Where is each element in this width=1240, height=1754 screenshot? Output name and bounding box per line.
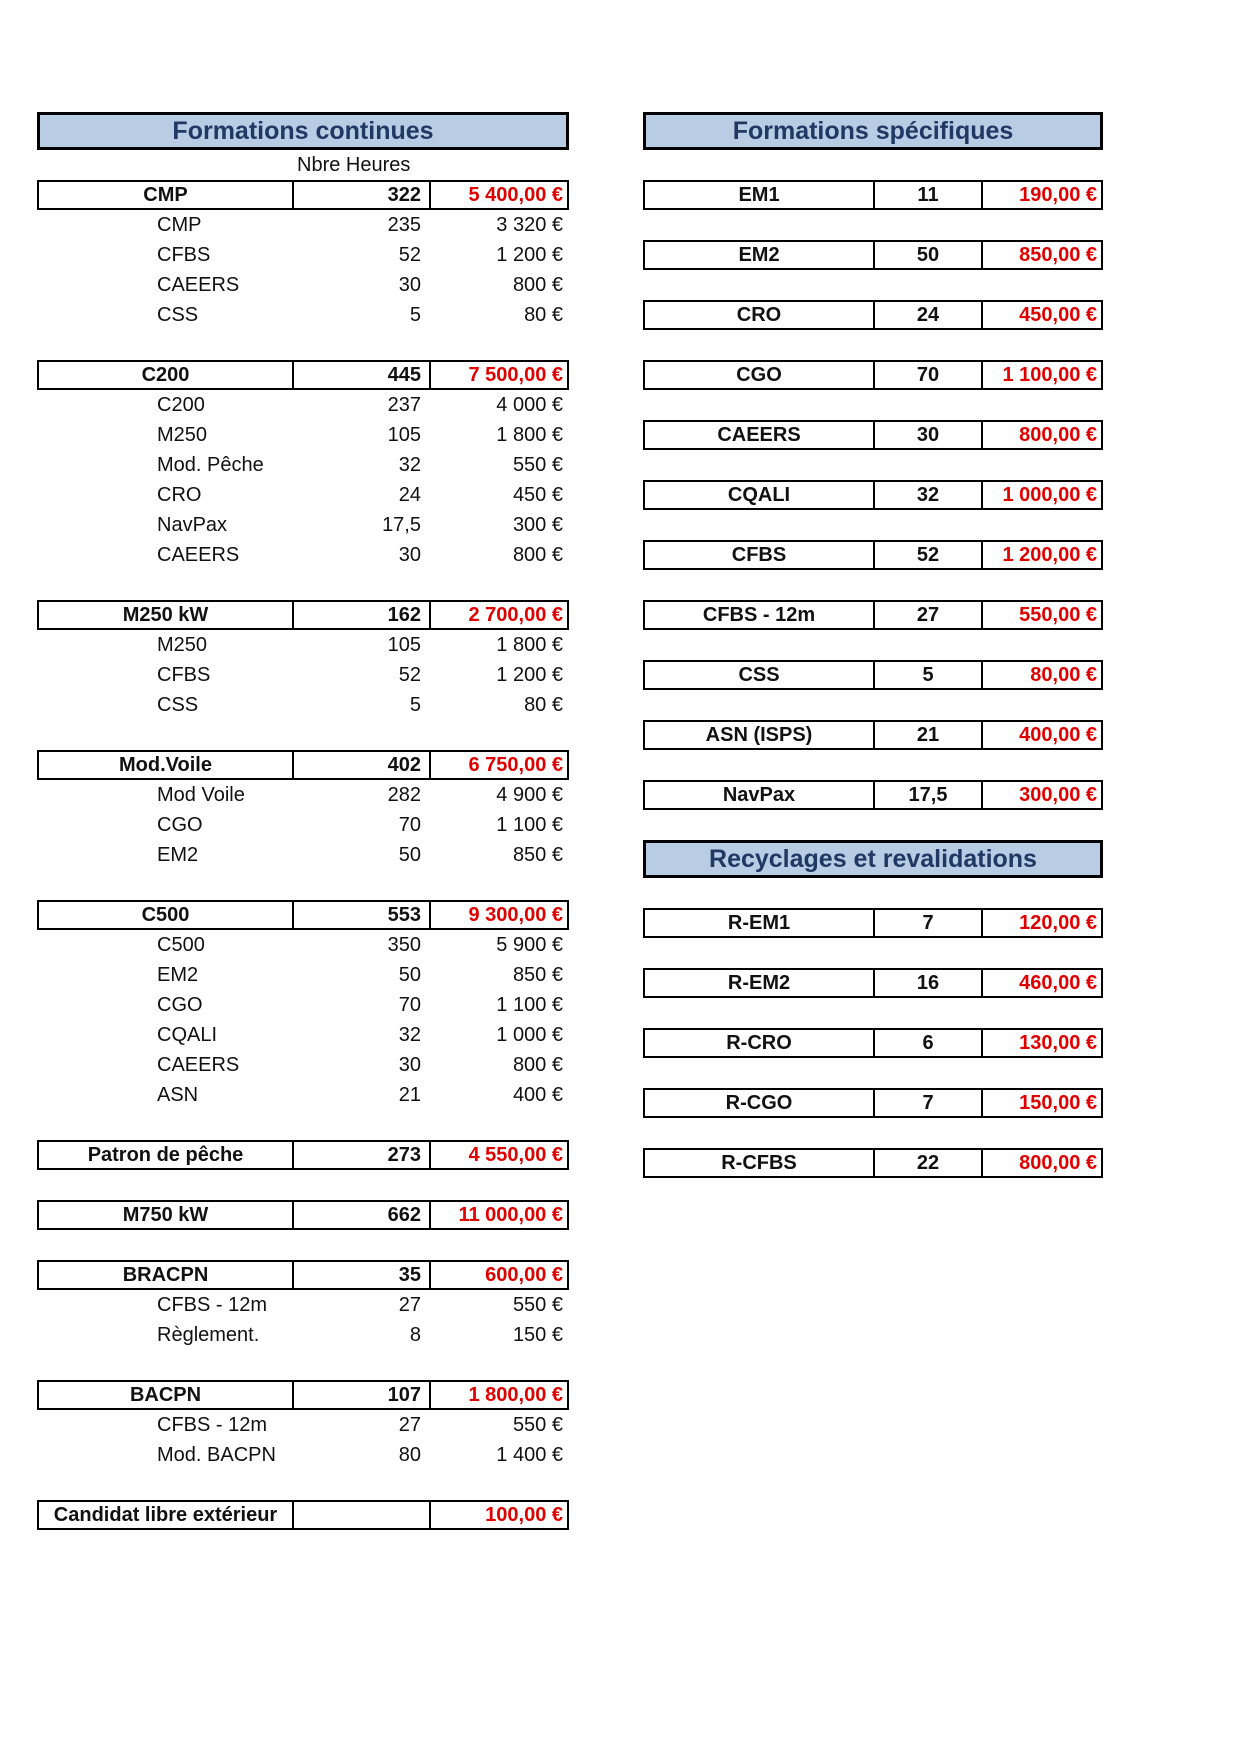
module-hours: 50 [398, 963, 421, 986]
module-name: CAEERS [157, 543, 240, 566]
group-hours: 35 [294, 1262, 431, 1288]
group-total-row [37, 1500, 569, 1530]
module-hours: 235 [387, 213, 421, 236]
group-hours: 445 [294, 362, 431, 388]
group-name: M750 kW [39, 1202, 294, 1228]
module-hours: 5 [409, 693, 421, 716]
group-hours: 322 [294, 182, 431, 208]
group-total-row [37, 1380, 569, 1410]
training-row [643, 420, 1103, 450]
spacer [37, 1230, 569, 1260]
module-price: 1 200 € [496, 243, 563, 266]
spacer [37, 870, 569, 900]
training-hours: 5 [875, 662, 983, 688]
module-name: CQALI [157, 1023, 218, 1046]
training-hours: 32 [875, 482, 983, 508]
module-row [37, 780, 569, 810]
module-price: 1 200 € [496, 663, 563, 686]
training-group [37, 1200, 569, 1230]
training-price: 800,00 € [1019, 423, 1097, 446]
module-hours: 50 [398, 843, 421, 866]
module-name: Règlement. [157, 1323, 260, 1346]
group-name: C500 [39, 902, 294, 928]
group-price: 2 700,00 € [468, 603, 563, 626]
module-row [37, 270, 569, 300]
group-name: C200 [39, 362, 294, 388]
module-price: 550 € [512, 453, 563, 476]
module-row [37, 810, 569, 840]
module-price: 80 € [524, 303, 563, 326]
module-hours: 17,5 [382, 513, 421, 536]
training-hours: 17,5 [875, 782, 983, 808]
training-hours: 11 [875, 182, 983, 208]
module-price: 550 € [512, 1293, 563, 1316]
module-hours: 350 [387, 933, 421, 956]
group-price: 100,00 € [485, 1503, 563, 1526]
continuing-training-title: Formations continues [172, 116, 434, 145]
training-group [37, 1260, 569, 1350]
spacer [643, 630, 1103, 660]
group-total-row [37, 750, 569, 780]
module-hours: 105 [387, 633, 421, 656]
spacer [37, 1350, 569, 1380]
module-hours: 27 [398, 1293, 421, 1316]
spacer [643, 330, 1103, 360]
training-price: 130,00 € [1019, 1031, 1097, 1054]
module-hours: 32 [398, 1023, 421, 1046]
module-name: CFBS [157, 663, 211, 686]
module-row [37, 300, 569, 330]
group-price: 5 400,00 € [468, 183, 563, 206]
module-hours: 5 [409, 303, 421, 326]
module-name: CSS [157, 303, 199, 326]
group-price: 6 750,00 € [468, 753, 563, 776]
module-price: 1 100 € [496, 813, 563, 836]
module-hours: 70 [398, 993, 421, 1016]
module-price: 1 800 € [496, 423, 563, 446]
module-row [37, 1020, 569, 1050]
training-hours: 52 [875, 542, 983, 568]
module-name: EM2 [157, 963, 199, 986]
module-price: 4 900 € [496, 783, 563, 806]
training-hours: 7 [875, 1090, 983, 1116]
group-price: 11 000,00 € [458, 1203, 563, 1226]
module-name: Mod. Pêche [157, 453, 264, 476]
specific-training-header [643, 112, 1103, 150]
module-name: CFBS - 12m [157, 1413, 268, 1436]
module-hours: 282 [387, 783, 421, 806]
training-row [643, 480, 1103, 510]
module-row [37, 1050, 569, 1080]
module-row [37, 210, 569, 240]
spacer [37, 570, 569, 600]
module-name: CGO [157, 993, 203, 1016]
continuing-training-header [37, 112, 569, 150]
module-price: 5 900 € [496, 933, 563, 956]
training-hours: 27 [875, 602, 983, 628]
module-hours: 70 [398, 813, 421, 836]
training-row [643, 600, 1103, 630]
module-price: 850 € [512, 843, 563, 866]
training-price: 450,00 € [1019, 303, 1097, 326]
training-row [643, 780, 1103, 810]
module-row [37, 690, 569, 720]
group-price: 9 300,00 € [468, 903, 563, 926]
training-row [643, 1088, 1103, 1118]
module-hours: 30 [398, 543, 421, 566]
spacer [643, 750, 1103, 780]
module-name: CFBS - 12m [157, 1293, 268, 1316]
specific-training-column [643, 112, 1103, 1178]
training-row [643, 360, 1103, 390]
training-row [643, 660, 1103, 690]
spacer [643, 1118, 1103, 1148]
training-price: 800,00 € [1019, 1151, 1097, 1174]
spacer [643, 390, 1103, 420]
group-total-row [37, 180, 569, 210]
group-hours: 162 [294, 602, 431, 628]
training-name: EM2 [645, 242, 875, 268]
training-row [643, 300, 1103, 330]
module-price: 1 000 € [496, 1023, 563, 1046]
module-row [37, 930, 569, 960]
module-hours: 52 [398, 663, 421, 686]
group-total-row [37, 1260, 569, 1290]
module-row [37, 1440, 569, 1470]
training-price: 850,00 € [1019, 243, 1097, 266]
module-row [37, 1290, 569, 1320]
training-price: 120,00 € [1019, 911, 1097, 934]
training-name: NavPax [645, 782, 875, 808]
group-price: 600,00 € [485, 1263, 563, 1286]
continuing-training-groups [37, 180, 569, 1530]
module-row [37, 450, 569, 480]
module-name: M250 [157, 423, 208, 446]
module-row [37, 390, 569, 420]
module-price: 80 € [524, 693, 563, 716]
group-price: 4 550,00 € [468, 1143, 563, 1166]
spacer [37, 1470, 569, 1500]
module-price: 1 400 € [496, 1443, 563, 1466]
spacer [643, 210, 1103, 240]
module-name: CAEERS [157, 273, 240, 296]
group-name: Patron de pêche [39, 1142, 294, 1168]
group-price: 7 500,00 € [468, 363, 563, 386]
training-price: 400,00 € [1019, 723, 1097, 746]
training-price: 1 000,00 € [1002, 483, 1097, 506]
training-name: CQALI [645, 482, 875, 508]
training-name: CSS [645, 662, 875, 688]
training-name: R-EM1 [645, 910, 875, 936]
group-name: BACPN [39, 1382, 294, 1408]
module-row [37, 420, 569, 450]
module-price: 550 € [512, 1413, 563, 1436]
group-hours: 107 [294, 1382, 431, 1408]
module-price: 800 € [512, 273, 563, 296]
module-price: 400 € [512, 1083, 563, 1106]
training-price: 1 100,00 € [1002, 363, 1097, 386]
module-name: NavPax [157, 513, 228, 536]
specific-training-rows [643, 180, 1103, 810]
group-name: BRACPN [39, 1262, 294, 1288]
training-group [37, 750, 569, 870]
training-row [643, 968, 1103, 998]
module-row [37, 660, 569, 690]
module-price: 1 100 € [496, 993, 563, 1016]
module-name: ASN [157, 1083, 199, 1106]
hours-column-label: Nbre Heures [297, 154, 411, 176]
training-row [643, 180, 1103, 210]
training-name: CGO [645, 362, 875, 388]
module-hours: 8 [409, 1323, 421, 1346]
group-total-row [37, 600, 569, 630]
module-name: CAEERS [157, 1053, 240, 1076]
training-name: CFBS - 12m [645, 602, 875, 628]
training-name: CAEERS [645, 422, 875, 448]
training-hours: 21 [875, 722, 983, 748]
training-hours: 30 [875, 422, 983, 448]
module-name: CGO [157, 813, 203, 836]
module-row [37, 960, 569, 990]
group-hours: 553 [294, 902, 431, 928]
spacer [643, 938, 1103, 968]
module-name: C500 [157, 933, 205, 956]
group-total-row [37, 900, 569, 930]
training-price: 190,00 € [1019, 183, 1097, 206]
training-row [643, 240, 1103, 270]
training-price: 1 200,00 € [1002, 543, 1097, 566]
training-name: CRO [645, 302, 875, 328]
module-row [37, 510, 569, 540]
spacer [37, 330, 569, 360]
module-row [37, 990, 569, 1020]
training-name: R-EM2 [645, 970, 875, 996]
module-name: CRO [157, 483, 202, 506]
group-hours: 402 [294, 752, 431, 778]
training-name: ASN (ISPS) [645, 722, 875, 748]
spacer [643, 690, 1103, 720]
module-price: 150 € [512, 1323, 563, 1346]
module-row [37, 630, 569, 660]
training-group [37, 1140, 569, 1170]
spacer [643, 270, 1103, 300]
module-hours: 52 [398, 243, 421, 266]
module-hours: 27 [398, 1413, 421, 1436]
training-price: 150,00 € [1019, 1091, 1097, 1114]
module-hours: 32 [398, 453, 421, 476]
continuing-training-column [37, 112, 569, 1530]
training-group [37, 180, 569, 330]
module-name: CFBS [157, 243, 211, 266]
module-row [37, 1320, 569, 1350]
group-name: Candidat libre extérieur [39, 1502, 294, 1528]
training-hours: 22 [875, 1150, 983, 1176]
group-hours [294, 1502, 431, 1528]
module-row [37, 480, 569, 510]
spacer [643, 1058, 1103, 1088]
training-name: R-CGO [645, 1090, 875, 1116]
group-total-row [37, 1200, 569, 1230]
training-name: R-CFBS [645, 1150, 875, 1176]
module-name: M250 [157, 633, 208, 656]
module-price: 850 € [512, 963, 563, 986]
training-row [643, 720, 1103, 750]
training-price: 300,00 € [1019, 783, 1097, 806]
recycling-header [643, 840, 1103, 878]
module-row [37, 840, 569, 870]
group-name: CMP [39, 182, 294, 208]
module-hours: 80 [398, 1443, 421, 1466]
module-price: 800 € [512, 1053, 563, 1076]
module-hours: 21 [398, 1083, 421, 1106]
training-hours: 70 [875, 362, 983, 388]
group-hours: 273 [294, 1142, 431, 1168]
module-price: 800 € [512, 543, 563, 566]
module-name: CMP [157, 213, 202, 236]
group-total-row [37, 1140, 569, 1170]
module-row [37, 1410, 569, 1440]
recycling-title: Recyclages et revalidations [709, 844, 1037, 873]
group-name: M250 kW [39, 602, 294, 628]
spacer [37, 1110, 569, 1140]
spacer [643, 570, 1103, 600]
spacer [643, 510, 1103, 540]
group-hours: 662 [294, 1202, 431, 1228]
module-row [37, 540, 569, 570]
module-name: C200 [157, 393, 205, 416]
module-name: CSS [157, 693, 199, 716]
module-price: 300 € [512, 513, 563, 536]
training-row [643, 1028, 1103, 1058]
training-row [643, 908, 1103, 938]
spacer [643, 998, 1103, 1028]
training-hours: 24 [875, 302, 983, 328]
training-hours: 7 [875, 910, 983, 936]
module-price: 3 320 € [496, 213, 563, 236]
specific-training-title: Formations spécifiques [732, 116, 1014, 145]
module-hours: 237 [387, 393, 421, 416]
training-group [37, 1380, 569, 1470]
module-name: Mod Voile [157, 783, 245, 806]
training-hours: 6 [875, 1030, 983, 1056]
module-name: EM2 [157, 843, 199, 866]
training-group [37, 1500, 569, 1530]
training-row [643, 540, 1103, 570]
group-total-row [37, 360, 569, 390]
group-price: 1 800,00 € [468, 1383, 563, 1406]
training-name: CFBS [645, 542, 875, 568]
training-price: 460,00 € [1019, 971, 1097, 994]
module-price: 4 000 € [496, 393, 563, 416]
module-hours: 105 [387, 423, 421, 446]
training-name: R-CRO [645, 1030, 875, 1056]
training-row [643, 1148, 1103, 1178]
module-row [37, 1080, 569, 1110]
training-group [37, 360, 569, 570]
training-hours: 50 [875, 242, 983, 268]
spacer [37, 720, 569, 750]
training-price: 550,00 € [1019, 603, 1097, 626]
group-name: Mod.Voile [39, 752, 294, 778]
training-name: EM1 [645, 182, 875, 208]
module-hours: 30 [398, 1053, 421, 1076]
module-hours: 24 [398, 483, 421, 506]
module-hours: 30 [398, 273, 421, 296]
hours-column-label-row [37, 150, 569, 180]
module-price: 1 800 € [496, 633, 563, 656]
training-group [37, 900, 569, 1110]
spacer [37, 1170, 569, 1200]
training-hours: 16 [875, 970, 983, 996]
module-row [37, 240, 569, 270]
recycling-rows [643, 908, 1103, 1178]
module-price: 450 € [512, 483, 563, 506]
training-price: 80,00 € [1030, 663, 1097, 686]
module-name: Mod. BACPN [157, 1443, 276, 1466]
spacer [643, 450, 1103, 480]
training-group [37, 600, 569, 720]
